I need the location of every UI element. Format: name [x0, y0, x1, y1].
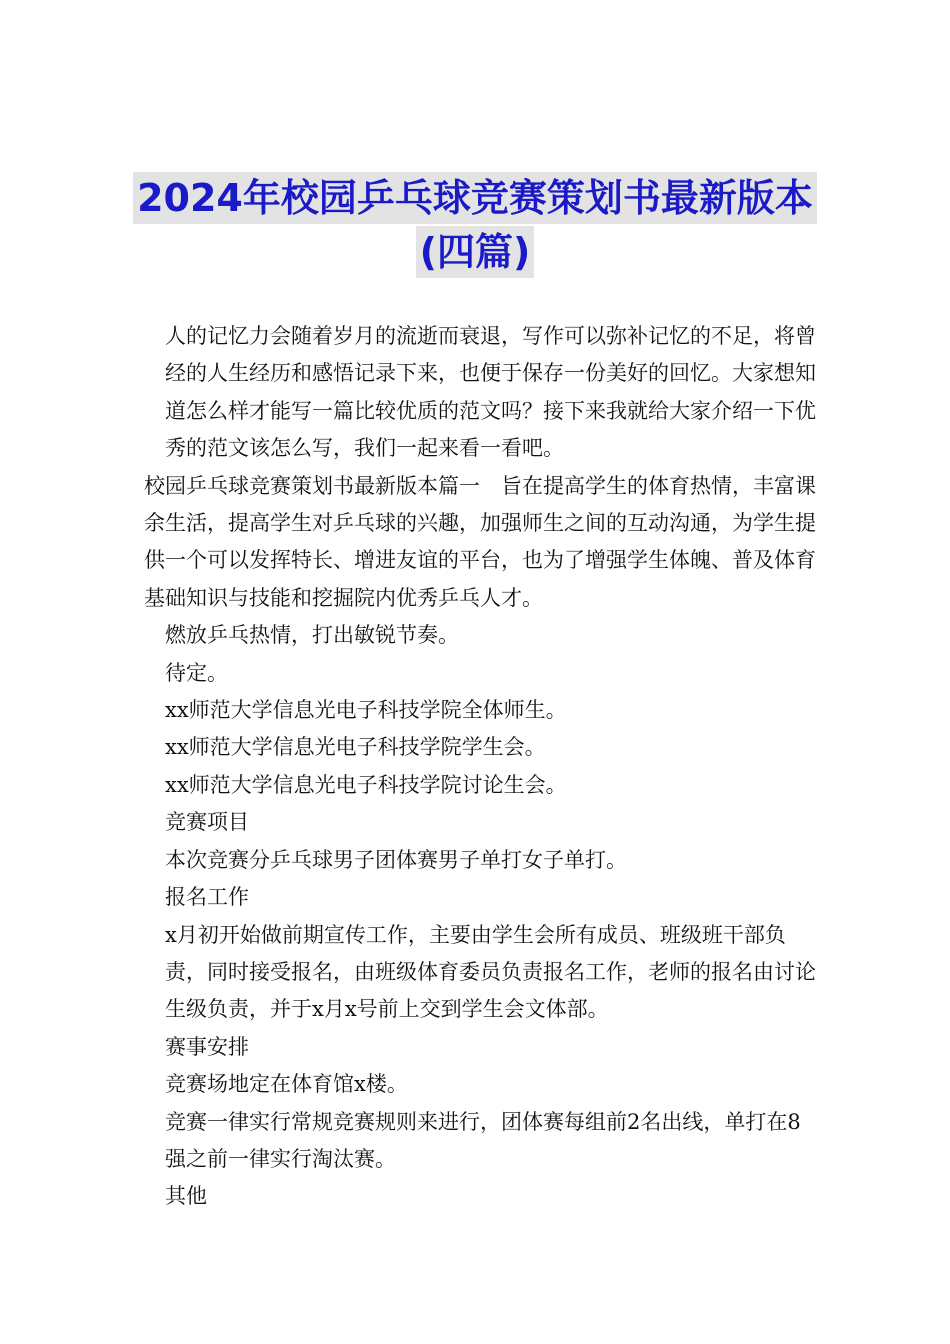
heading-other: 其他 [165, 1184, 207, 1209]
time-paragraph: 待定。 [165, 660, 228, 685]
heading-schedule: 赛事安排 [165, 1034, 249, 1059]
heading-events: 竞赛项目 [165, 810, 249, 835]
organizer-paragraph: xx师范大学信息光电子科技学院学生会。 [165, 735, 546, 760]
registration-paragraph: x月初开始做前期宣传工作，主要由学生会所有成员、班级班干部负责，同时接受报名，由班级体育委员负责报名工作，老师的报名由讨论生级负责，并于x月x号前上交到学生会文体部。 [165, 922, 816, 1022]
participants-paragraph: xx师范大学信息光电子科技学院全体师生。 [165, 698, 567, 723]
document-body [144, 318, 816, 1216]
document-title [0, 172, 950, 278]
title-line-1: 2024年校园乒乓球竞赛策划书最新版本 [133, 172, 817, 224]
slogan-paragraph: 燃放乒乓热情，打出敏锐节奏。 [165, 623, 459, 648]
events-paragraph: 本次竞赛分乒乓球男子团体赛男子单打女子单打。 [165, 847, 627, 872]
heading-registration: 报名工作 [165, 885, 249, 910]
section-one-paragraph: 校园乒乓球竞赛策划书最新版本篇一 旨在提高学生的体育热情，丰富课余生活，提高学生对乒乓球的兴趣，加强师生之间的互动沟通，为学生提供一个可以发挥特长、增进友谊的平台，也为了增强学生体魄、普及体育基础知识与技能和挖掘院内优秀乒乓人才。 [144, 473, 816, 610]
intro-paragraph: 人的记忆力会随着岁月的流逝而衰退，写作可以弥补记忆的不足，将曾经的人生经历和感悟记录下来，也便于保存一份美好的回忆。大家想知道怎么样才能写一篇比较优质的范文吗？接下来我就给大家介绍一下优秀的范文该怎么写，我们一起来看一看吧。 [165, 324, 816, 461]
co-organizer-paragraph: xx师范大学信息光电子科技学院讨论生会。 [165, 772, 567, 797]
rules-paragraph: 竞赛一律实行常规竞赛规则来进行，团体赛每组前2名出线，单打在8强之前一律实行淘汰赛。 [165, 1109, 801, 1171]
venue-paragraph: 竞赛场地定在体育馆x楼。 [165, 1072, 408, 1097]
title-line-2: (四篇) [416, 226, 535, 278]
